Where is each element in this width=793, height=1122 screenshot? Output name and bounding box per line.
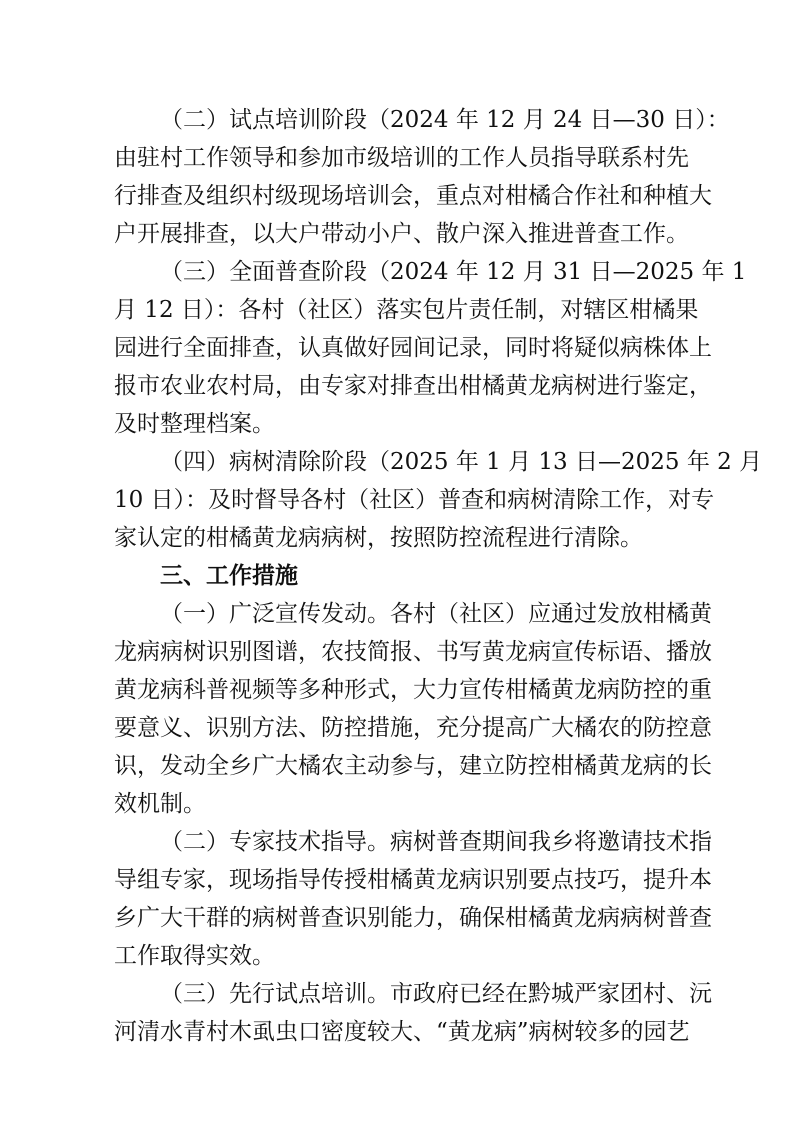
text-line: （三）先行试点培训。市政府已经在黔城严家团村、沅: [160, 981, 712, 1007]
text-line: （四）病树清除阶段（2025 年 1 月 13 日—2025 年 2 月: [160, 449, 763, 475]
text-line: 效机制。: [114, 791, 206, 817]
text-line: 行排查及组织村级现场培训会，重点对柑橘合作社和种植大: [114, 183, 712, 209]
text-line: 识，发动全乡广大橘农主动参与，建立防控柑橘黄龙病的长: [114, 753, 712, 779]
text-line: 户开展排查，以大户带动小户、散户深入推进普查工作。: [114, 221, 689, 247]
measure-2-line-3: [0, 899, 793, 937]
paragraph-4-line-1: [0, 443, 793, 481]
text-line: （一）广泛宣传发动。各村（社区）应通过发放柑橘黄: [160, 601, 712, 627]
measure-1-line-3: [0, 671, 793, 709]
text-line: （三）全面普查阶段（2024 年 12 月 31 日—2025 年 1: [160, 259, 747, 285]
text-line: 家认定的柑橘黄龙病病树，按照防控流程进行清除。: [114, 525, 643, 551]
text-line: 乡广大干群的病树普查识别能力，确保柑橘黄龙病病树普查: [114, 905, 712, 931]
text-line: 龙病病树识别图谱，农技简报、书写黄龙病宣传标语、播放: [114, 639, 712, 665]
text-line: 园进行全面排查，认真做好园间记录，同时将疑似病株体上: [114, 335, 712, 361]
text-line: 月 12 日）：各村（社区）落实包片责任制，对辖区柑橘果: [114, 297, 699, 323]
paragraph-3-line-2: [0, 291, 793, 329]
measure-1-line-1: [0, 595, 793, 633]
text-line: 黄龙病科普视频等多种形式，大力宣传柑橘黄龙病防控的重: [114, 677, 712, 703]
heading-text: 三、工作措施: [160, 563, 298, 589]
text-line: 报市农业农村局，由专家对排查出柑橘黄龙病树进行鉴定，: [114, 373, 712, 399]
text-line: 导组专家，现场指导传授柑橘黄龙病识别要点技巧，提升本: [114, 867, 712, 893]
measure-2-line-4: [0, 937, 793, 975]
measure-1-line-2: [0, 633, 793, 671]
paragraph-3-line-4: [0, 367, 793, 405]
text-line: 工作取得实效。: [114, 943, 275, 969]
measure-3-line-2: [0, 1013, 793, 1051]
paragraph-4-line-3: [0, 519, 793, 557]
measure-1-line-5: [0, 747, 793, 785]
text-line: 及时整理档案。: [114, 411, 275, 437]
section-heading: [0, 557, 793, 595]
paragraph-3-line-3: [0, 329, 793, 367]
measure-1-line-6: [0, 785, 793, 823]
text-line: （二）专家技术指导。病树普查期间我乡将邀请技术指: [160, 829, 712, 855]
measure-2-line-1: [0, 823, 793, 861]
text-line: 10 日）：及时督导各村（社区）普查和病树清除工作，对专: [114, 487, 715, 513]
text-line: 河清水青村木虱虫口密度较大、“黄龙病”病树较多的园艺: [114, 1019, 690, 1045]
paragraph-4-line-2: [0, 481, 793, 519]
paragraph-3-line-5: [0, 405, 793, 443]
measure-1-line-4: [0, 709, 793, 747]
paragraph-2-line-2: [0, 139, 793, 177]
paragraph-2-line-3: [0, 177, 793, 215]
measure-3-line-1: [0, 975, 793, 1013]
text-line: （二）试点培训阶段（2024 年 12 月 24 日—30 日）：: [160, 107, 730, 133]
measure-2-line-2: [0, 861, 793, 899]
paragraph-2-line-1: [0, 101, 793, 139]
paragraph-3-line-1: [0, 253, 793, 291]
text-line: 要意义、识别方法、防控措施，充分提高广大橘农的防控意: [114, 715, 712, 741]
paragraph-2-line-4: [0, 215, 793, 253]
text-line: 由驻村工作领导和参加市级培训的工作人员指导联系村先: [114, 145, 689, 171]
